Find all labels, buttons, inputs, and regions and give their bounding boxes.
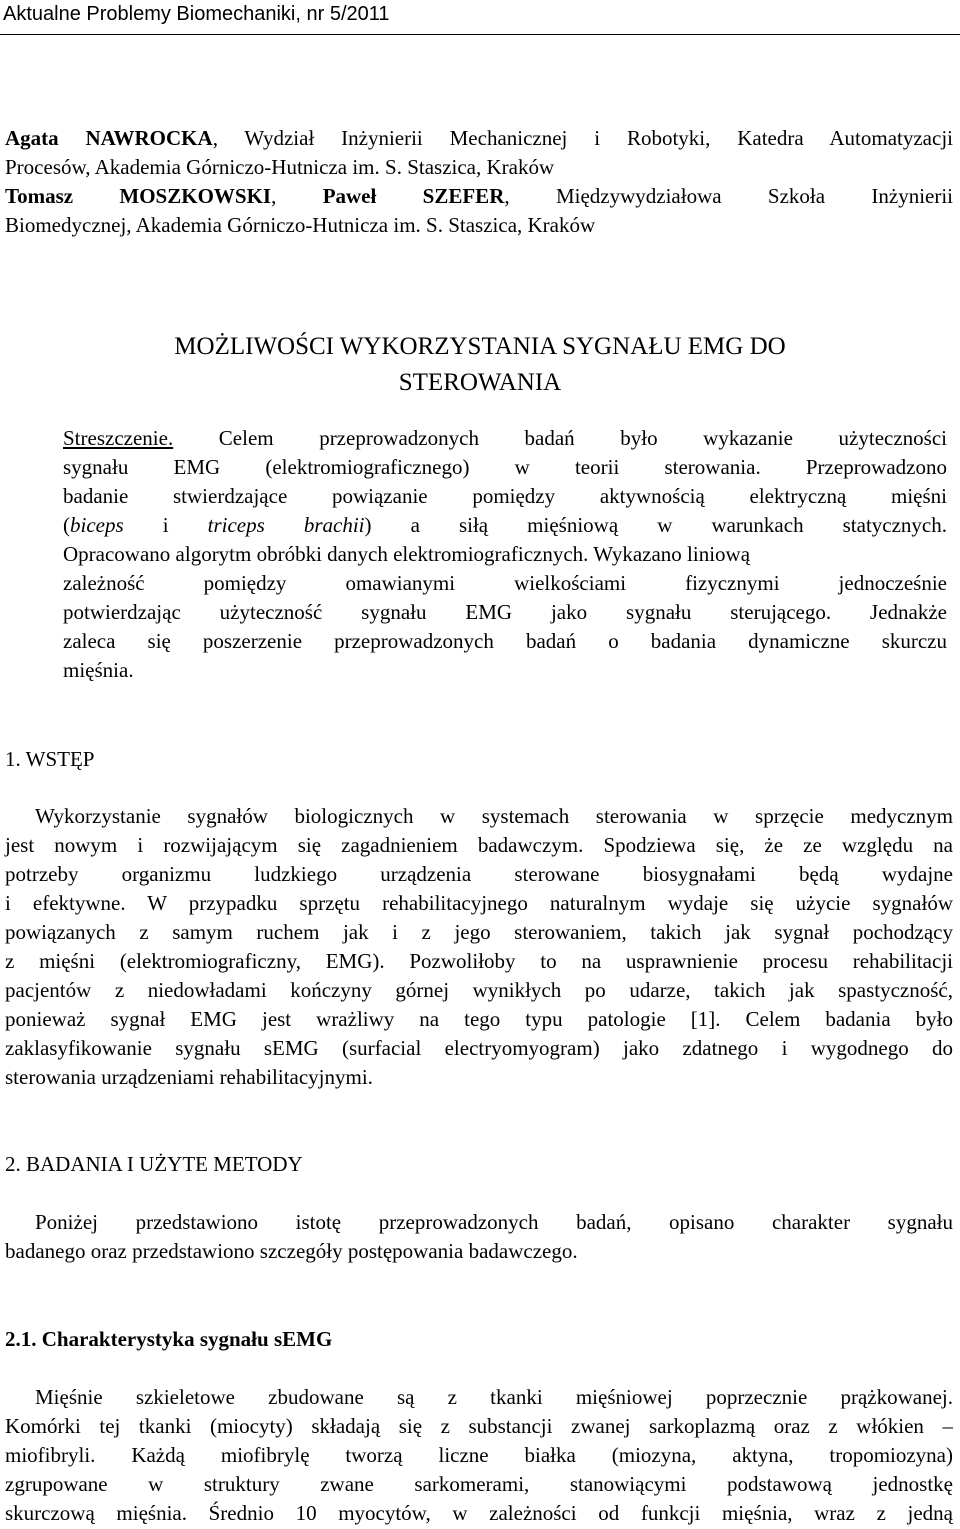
- author-line-4: Biomedycznej, Akademia Górniczo-Hutnicza im. S. Staszica, Kraków: [5, 213, 596, 237]
- title-line-1: MOŻLIWOŚCI WYKORZYSTANIA SYGNAŁU EMG DO: [174, 333, 786, 360]
- section-heading-2-1: 2.1. Charakterystyka sygnału sEMG: [5, 1327, 333, 1351]
- author-line-1: [5, 124, 953, 153]
- title-line-2: STEROWANIA: [398, 369, 562, 396]
- body-line: Komórki tej tkanki (miocyty) składają się z substancji zwanej sarkoplazmą oraz z włókien –: [5, 1414, 953, 1438]
- affiliation-text: , Wydział Inżynierii Mechanicznej i Robotyki, Katedra Automatyzacji: [212, 126, 953, 150]
- body-line: zaklasyfikowanie sygnału sEMG (surfacial electryomyogram) jako zdatnego i wygodnego do: [5, 1036, 953, 1060]
- running-header: [0, 0, 960, 35]
- abstract-line: Streszczenie. Celem przeprowadzonych badań było wykazanie użyteczności: [63, 426, 947, 450]
- abstract-label: Streszczenie.: [63, 426, 174, 450]
- abstract-line: zależność pomiędzy omawianymi wielkościami fizycznymi jednocześnie: [63, 571, 947, 595]
- abstract-line: zaleca się poszerzenie przeprowadzonych badań o badania dynamiczne skurczu: [63, 629, 947, 653]
- affiliation-text: , Międzywydziałowa Szkoła Inżynierii: [504, 184, 954, 208]
- section-2-body: [5, 1208, 953, 1266]
- author-name: Paweł SZEFER: [322, 184, 505, 208]
- body-line: powiązanych z samym ruchem jak i z jego sterowaniem, takich jak sygnał pochodzący: [5, 920, 953, 944]
- body-line: Wykorzystanie sygnałów biologicznych w systemach sterowania w sprzęcie medycznym: [35, 804, 953, 828]
- running-header-text: Aktualne Problemy Biomechaniki, nr 5/2011: [3, 3, 390, 25]
- author-line-2: Procesów, Akademia Górniczo-Hutnicza im. S. Staszica, Kraków: [5, 155, 555, 179]
- abstract-line: (biceps i triceps brachii) a siłą mięśniową w warunkach statycznych.: [63, 513, 948, 537]
- body-line: zgrupowane w struktury zwane sarkomerami, stanowiącymi podstawową jednostkę: [5, 1472, 953, 1496]
- body-line: z mięśni (elektromiograficzny, EMG). Pozwoliłoby to na usprawnienie procesu rehabilitacji: [5, 949, 953, 973]
- body-line: sterowania urządzeniami rehabilitacyjnymi.: [5, 1065, 373, 1089]
- body-line: potrzeby organizmu ludzkiego urządzenia sterowane biosygnałami będą wydajne: [5, 862, 953, 886]
- body-line: skurczową mięśnia. Średnio 10 myocytów, w zależności od funkcji mięśnia, wraz z jedną: [5, 1501, 953, 1525]
- author-line-3: Tomasz MOSZKOWSKI, Paweł SZEFER, Międzywydziałowa Szkoła Inżynierii: [5, 184, 954, 208]
- abstract-line: Opracowano algorytm obróbki danych elektromiograficznych. Wykazano liniową: [63, 542, 751, 566]
- author-name: Tomasz MOSZKOWSKI: [5, 184, 272, 208]
- abstract-line: badanie stwierdzające powiązanie pomiędzy aktywnością elektryczną mięśni: [63, 484, 947, 508]
- body-line: miofibryli. Każdą miofibrylę tworzą liczne białka (miozyna, aktyna, tropomiozyna): [5, 1443, 953, 1467]
- body-line: i efektywne. W przypadku sprzętu rehabilitacyjnego naturalnym wydaje się użycie sygnałów: [5, 891, 953, 915]
- section-heading-2: 2. BADANIA I UŻYTE METODY: [5, 1152, 303, 1176]
- abstract-line: mięśnia.: [63, 658, 134, 682]
- body-line: ponieważ sygnał EMG jest wrażliwy na tego typu patologie [1]. Celem badania było: [5, 1007, 953, 1031]
- abstract: [63, 424, 947, 685]
- abstract-line: sygnału EMG (elektromiograficznego) w teorii sterowania. Przeprowadzono: [63, 455, 947, 479]
- abstract-line: potwierdzając użyteczność sygnału EMG jako sygnału sterującego. Jednakże: [63, 600, 947, 624]
- author-name: Agata NAWROCKA: [5, 126, 213, 150]
- paper-title: [0, 329, 960, 401]
- body-line: badanego oraz przedstawiono szczegóły postępowania badawczego.: [5, 1239, 578, 1263]
- authors-block: [5, 124, 953, 240]
- section-2-1-body: [5, 1383, 953, 1528]
- body-line: Mięśnie szkieletowe zbudowane są z tkanki mięśniowej poprzecznie prążkowanej.: [35, 1385, 953, 1409]
- body-line: pacjentów z niedowładami kończyny górnej wynikłych po udarze, takich jak spastyczność,: [5, 978, 953, 1002]
- section-1-body: [5, 802, 953, 1092]
- section-heading-1: 1. WSTĘP: [5, 747, 95, 771]
- body-line: Poniżej przedstawiono istotę przeprowadzonych badań, opisano charakter sygnału: [35, 1210, 953, 1234]
- body-line: jest nowym i rozwijającym się zagadnieniem badawczym. Spodziewa się, że ze względu na: [5, 833, 953, 857]
